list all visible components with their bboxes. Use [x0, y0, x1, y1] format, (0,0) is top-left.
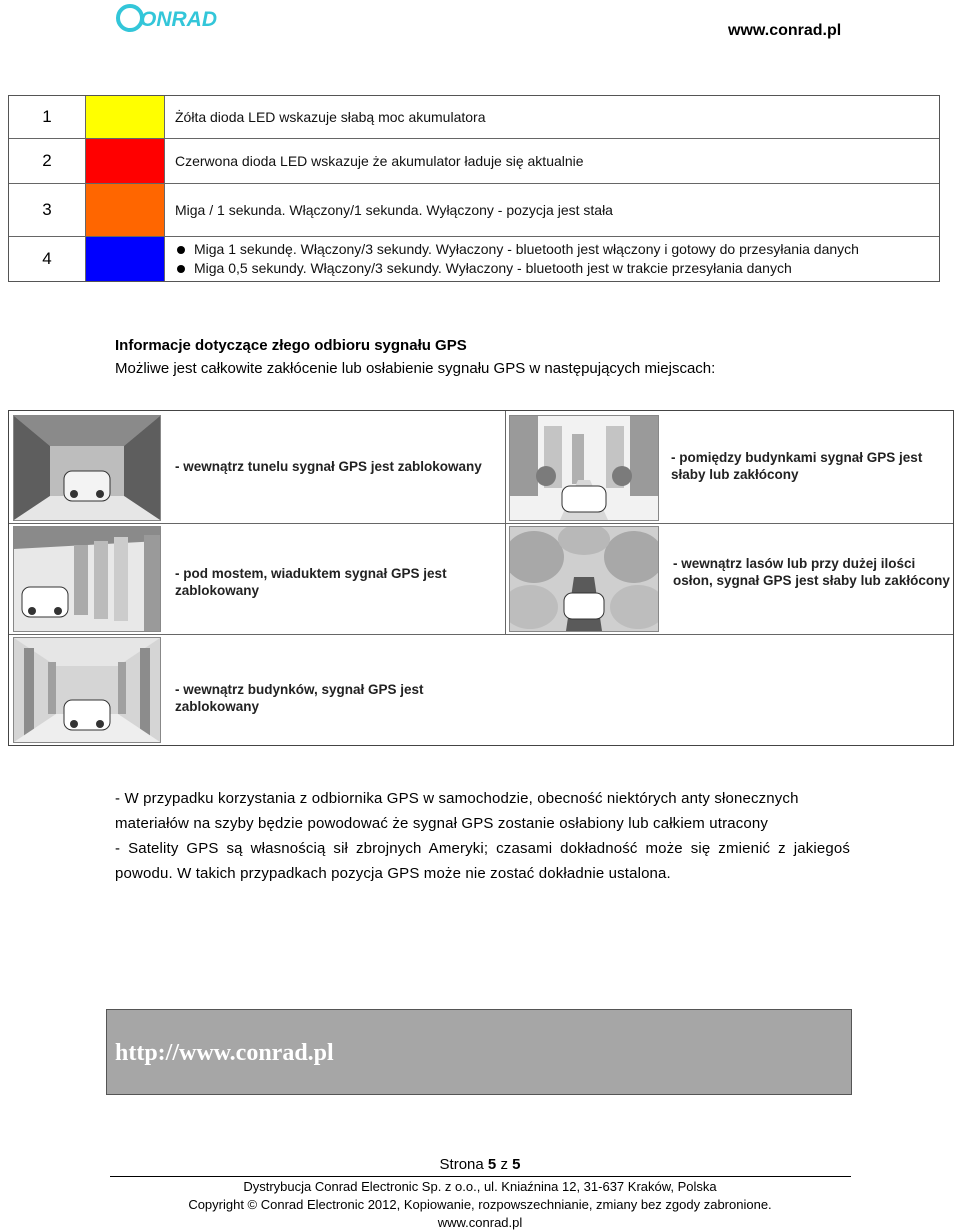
gps-case-label: [671, 449, 922, 483]
led-row: [9, 138, 939, 183]
body-line: materiałów na szyby będzie powodować że sygnał GPS zostanie osłabiony lub całkiem utracony: [115, 815, 768, 832]
page-current: 5: [487, 1156, 497, 1173]
bullet-icon: [177, 246, 185, 254]
footer-divider: [110, 1176, 851, 1177]
body-line: - Satelity GPS są własnością sił zbrojnych Ameryki; czasami dokładność może się zmienić z jakiegoś: [115, 840, 850, 857]
gps-case-label: [175, 681, 424, 715]
grid-divider: [9, 523, 953, 524]
led-row-number: 1: [42, 107, 52, 126]
header-url[interactable]: www.conrad.pl: [728, 22, 842, 39]
gps-case-label: - wewnątrz tunelu sygnał GPS jest zablokowany: [175, 459, 482, 474]
website-link[interactable]: http://www.conrad.pl: [115, 1040, 334, 1066]
led-description: [175, 237, 931, 281]
body-line: - W przypadku korzystania z odbiornika GPS w samochodzie, obecność niektórych anty słonecznych: [115, 790, 799, 807]
led-color-swatch: [85, 237, 165, 281]
led-description-line: [175, 259, 931, 278]
gps-case-label: [673, 555, 950, 589]
page-number: [0, 1156, 960, 1173]
led-description: [175, 184, 931, 236]
led-description-line: [175, 240, 931, 259]
svg-text:ONRAD: ONRAD: [140, 8, 217, 31]
gps-case-label-line: - pod mostem, wiaduktem sygnał GPS jest: [175, 566, 447, 581]
led-description-text: Miga 0,5 sekundy. Włączony/3 sekundy. Wyłaczony - bluetooth jest w trakcie przesyłania danych: [194, 260, 792, 276]
bridge-illustration: [13, 526, 161, 632]
gps-case-label-line: zablokowany: [175, 583, 260, 598]
bullet-icon: [177, 265, 185, 273]
gps-case-label: [175, 565, 447, 599]
led-description: [175, 96, 931, 138]
footer-copyright: Copyright © Conrad Electronic 2012, Kopiowanie, rozpowszechnianie, zmiany bez zgody zabronione.: [188, 1197, 772, 1212]
page-word: Strona: [439, 1156, 484, 1173]
led-row: [9, 96, 939, 138]
forest-illustration: [509, 526, 659, 632]
led-description-line: Czerwona dioda LED wskazuje że akumulator ładuje się aktualnie: [175, 153, 584, 169]
led-status-table: [8, 95, 940, 282]
led-row: [9, 183, 939, 236]
body-line: powodu. W takich przypadkach pozycja GPS może nie zostać dokładnie ustalona.: [115, 865, 671, 882]
page-total: 5: [512, 1156, 521, 1173]
led-description: [175, 139, 931, 183]
tunnel-illustration: [13, 415, 161, 521]
footer-url[interactable]: www.conrad.pl: [437, 1215, 523, 1230]
gps-case-label-line: - pomiędzy budynkami sygnał GPS jest: [671, 450, 923, 465]
parking-garage-illustration: [13, 637, 161, 743]
body-text: [115, 786, 850, 886]
conrad-logo[interactable]: [116, 3, 236, 33]
led-color-swatch: [85, 184, 165, 236]
footer-address: Dystrybucja Conrad Electronic Sp. z o.o., ul. Kniaźnina 12, 31-637 Kraków, Polska: [243, 1179, 717, 1194]
led-row-number: 3: [42, 200, 52, 219]
gps-case-label-line: osłon, sygnał GPS jest słaby lub zakłócony: [673, 573, 950, 588]
led-description-text: Miga 1 sekundę. Włączony/3 sekundy. Wyłaczony - bluetooth jest włączony i gotowy do przesyłania danych: [194, 241, 859, 257]
buildings-illustration: [509, 415, 659, 521]
page-separator: z: [500, 1156, 508, 1173]
led-row: [9, 236, 939, 281]
gps-case-label-line: - wewnątrz lasów lub przy dużej ilości: [673, 556, 916, 571]
led-color-swatch: [85, 96, 165, 138]
grid-divider: [505, 411, 506, 634]
led-description-line: Miga / 1 sekunda. Włączony/1 sekunda. Wyłączony - pozycja jest stała: [175, 202, 613, 218]
gps-case-label-line: słaby lub zakłócony: [671, 467, 799, 482]
led-color-swatch: [85, 139, 165, 183]
led-row-number: 2: [42, 151, 52, 170]
grid-divider: [9, 634, 953, 635]
gps-signal-illustrations: [8, 410, 954, 746]
website-banner: [106, 1009, 852, 1095]
led-row-number: 4: [42, 249, 52, 268]
section-title: Informacje dotyczące złego odbioru sygnału GPS: [115, 337, 467, 354]
gps-case-label-line: zablokowany: [175, 699, 260, 714]
gps-case-label-line: - wewnątrz budynków, sygnał GPS jest: [175, 682, 424, 697]
led-description-line: Żółta dioda LED wskazuje słabą moc akumulatora: [175, 109, 486, 125]
section-subtitle: Możliwe jest całkowite zakłócenie lub osłabienie sygnału GPS w następujących miejscach:: [115, 360, 716, 377]
